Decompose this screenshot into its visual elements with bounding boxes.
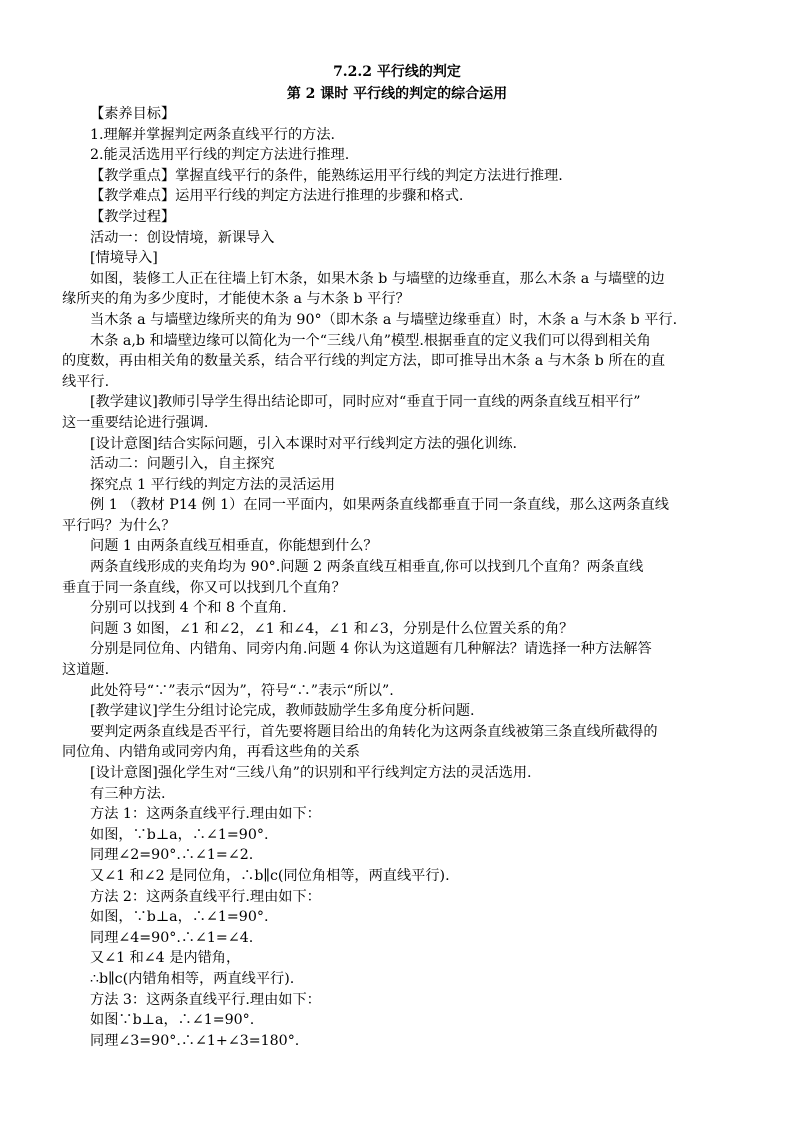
text-line: 方法 1：这两条直线平行.理由如下： <box>90 806 321 823</box>
text-line: 方法 2：这两条直线平行.理由如下： <box>90 888 321 905</box>
text-line: 如图，∵b⊥a，∴∠1=90°. <box>90 909 269 926</box>
text-line: 【教学过程】 <box>90 208 176 225</box>
text-line: 同理∠2=90°.∴∠1=∠2. <box>90 847 254 864</box>
text-line: ∴b∥c(内错角相等，两直线平行). <box>90 970 295 987</box>
text-line: 垂直于同一条直线，你又可以找到几个直角？ <box>62 579 346 596</box>
text-line: 此处符号“∵”表示“因为”，符号“∴”表示“所以”. <box>90 682 394 699</box>
text-line: 如图，∵b⊥a，∴∠1=90°. <box>90 826 269 843</box>
text-line: 【教学难点】运用平行线的判定方法进行推理的步骤和格式. <box>90 188 464 205</box>
text-line: 【素养目标】 <box>90 106 176 122</box>
text-line: 线平行. <box>62 373 110 390</box>
text-line: 问题 3 如图，∠1 和∠2，∠1 和∠4，∠1 和∠3，分别是什么位置关系的角？ <box>90 620 574 637</box>
text-line: 有三种方法. <box>90 785 166 802</box>
text-line: 又∠1 和∠4 是内错角， <box>90 950 241 967</box>
text-line: [设计意图]强化学生对“三线八角”的识别和平行线判定方法的灵活选用. <box>90 765 532 781</box>
text-line: [教学建议]学生分组讨论完成，教师鼓励学生多角度分析问题. <box>90 703 475 720</box>
text-line: [设计意图]结合实际问题，引入本课时对平行线判定方法的强化训练. <box>90 435 518 452</box>
text-line: 分别是同位角、内错角、同旁内角.问题 4 你认为这道题有几种解法？请选择一种方法解答 <box>90 641 652 658</box>
text-line: 同位角、内错角或同旁内角，再看这些角的关系 <box>62 744 360 761</box>
text-line: 同理∠3=90°.∴∠1+∠3=180°. <box>90 1032 300 1049</box>
text-line: 如图∵b⊥a，∴∠1=90°. <box>90 1012 255 1029</box>
text-line: [教学建议]教师引导学生得出结论即可，同时应对“垂直于同一直线的两条直线互相平行” <box>90 394 641 411</box>
text-line: 方法 3：这两条直线平行.理由如下： <box>90 991 321 1008</box>
text-line: 活动二：问题引入，自主探究 <box>90 456 275 473</box>
lesson-title: 第 2 课时 平行线的判定的综合运用 <box>286 86 508 102</box>
text-line: 这道题. <box>62 662 110 679</box>
text-line: 平行吗？为什么？ <box>62 517 176 534</box>
text-line: 当木条 a 与墙壁边缘所夹的角为 90°（即木条 a 与墙壁边缘垂直）时，木条 a 与木条 b 平行. <box>90 311 678 328</box>
text-line: 要判定两条直线是否平行，首先要将题目给出的角转化为这两条直线被第三条直线所截得的 <box>90 723 658 740</box>
text-line: 如图，装修工人正在往墙上钉木条，如果木条 b 与墙壁的边缘垂直，那么木条 a 与墙壁的边 <box>90 270 665 287</box>
text-line: 的度数，再由相关角的数量关系，结合平行线的判定方法，即可推导出木条 a 与木条 b 所在的直 <box>62 353 666 370</box>
text-line: 1.理解并掌握判定两条直线平行的方法. <box>90 126 336 143</box>
text-line: 活动一：创设情境，新课导入 <box>90 229 275 246</box>
text-line: 分别可以找到 4 个和 8 个直角. <box>90 600 287 617</box>
text-line: 同理∠4=90°.∴∠1=∠4. <box>90 929 254 946</box>
text-line: [情境导入] <box>90 250 158 267</box>
text-line: 这一重要结论进行强调. <box>62 414 209 431</box>
text-line: 2.能灵活选用平行线的判定方法进行推理. <box>90 147 350 164</box>
document-body <box>62 104 742 1051</box>
section-title: 7.2.2 平行线的判定 <box>333 64 461 80</box>
text-line: 缘所夹的角为多少度时，才能使木条 a 与木条 b 平行？ <box>62 291 410 308</box>
text-line: 木条 a,b 和墙壁边缘可以简化为一个“三线八角”模型.根据垂直的定义我们可以得到相关角 <box>90 332 651 349</box>
text-line: 问题 1 由两条直线互相垂直，你能想到什么？ <box>90 538 378 555</box>
text-line: 探究点 1 平行线的判定方法的灵活运用 <box>90 476 336 493</box>
text-line: 两条直线形成的夹角均为 90°.问题 2 两条直线互相垂直,你可以找到几个直角？两条直线 <box>90 559 644 576</box>
text-line: 【教学重点】掌握直线平行的条件，能熟练运用平行线的判定方法进行推理. <box>90 167 563 184</box>
text-line: 例 1 （教材 P14 例 1）在同一平面内，如果两条直线都垂直于同一条直线，那么这两条直线 <box>90 497 669 514</box>
text-line: 又∠1 和∠2 是同位角，∴b∥c(同位角相等，两直线平行). <box>90 867 450 884</box>
